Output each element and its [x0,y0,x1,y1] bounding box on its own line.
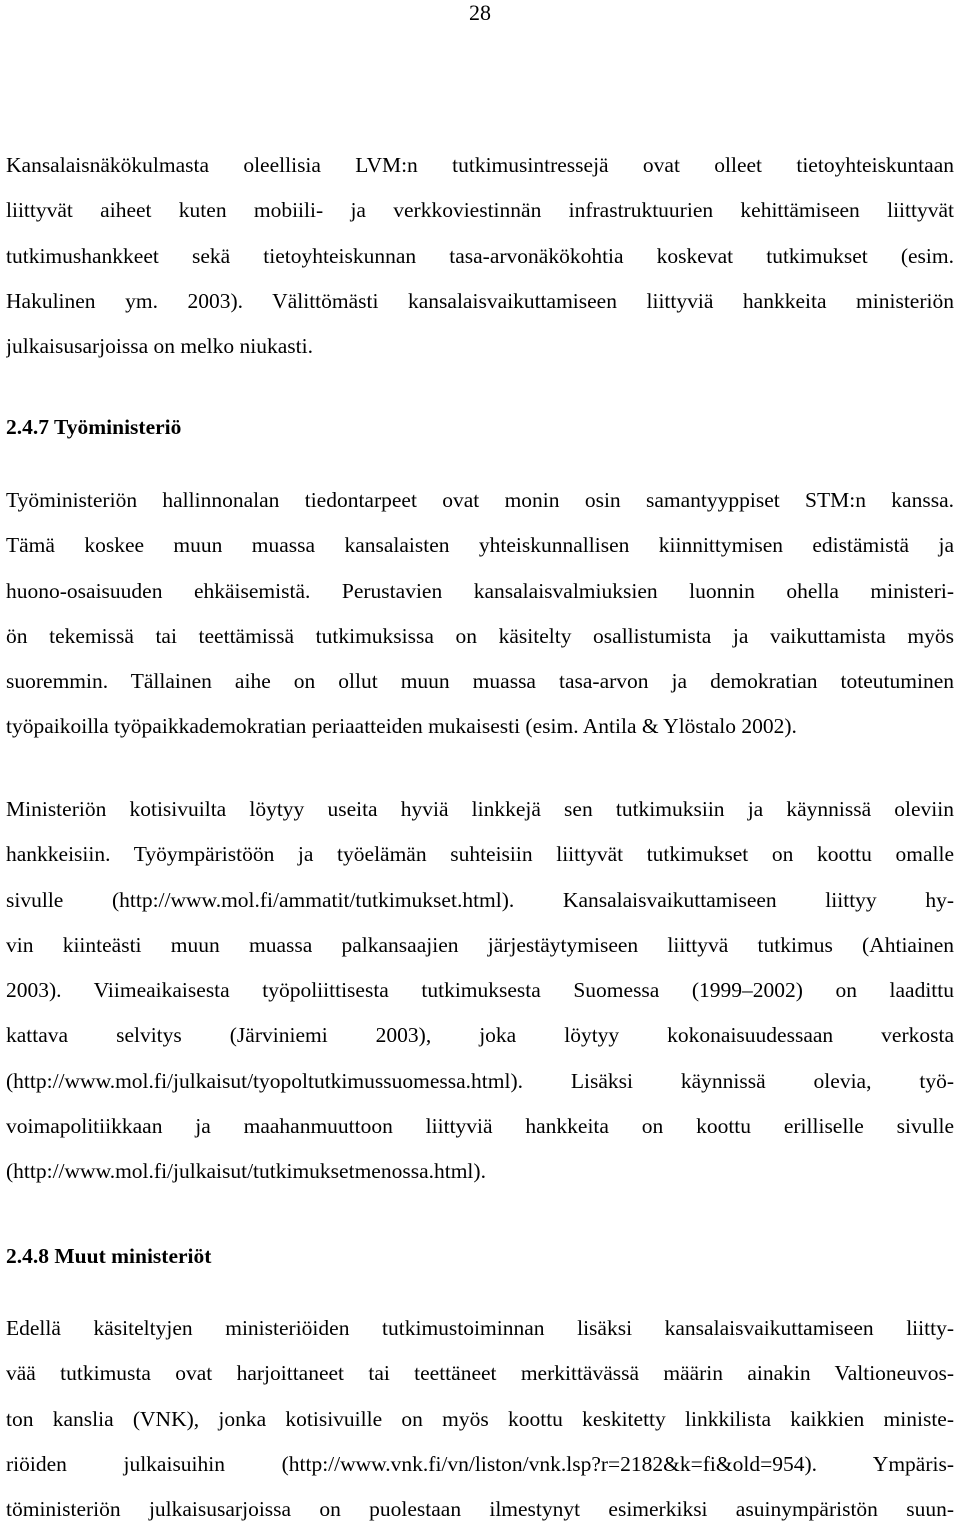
text-line: tutkimushankkeet sekä tietoyhteiskunnan tasa-arvonäkökohtia koskevat tutkimukset (esim. [6,243,954,268]
section-heading-muut-ministeriot: 2.4.8 Muut ministeriöt [6,1244,212,1268]
text-line: työpaikoilla työpaikkademokratian periaatteiden mukaisesti (esim. Antila & Ylöstalo 2002). [6,714,797,739]
page-number: 28 [469,0,491,25]
text-line: Hakulinen ym. 2003). Välittömästi kansalaisvaikuttamiseen liittyviä hankkeita ministeriön [6,288,954,313]
text-line: voimapolitiikkaan ja maahanmuuttoon liittyviä hankkeita on koottu erilliselle sivulle [6,1114,954,1139]
text-line: (http://www.mol.fi/julkaisut/tutkimuksetmenossa.html). [6,1159,486,1184]
text-line: vää tutkimusta ovat harjoittaneet tai teettäneet merkittävässä määrin ainakin Valtioneuvos- [6,1361,954,1386]
text-line: Edellä käsiteltyjen ministeriöiden tutkimustoiminnan lisäksi kansalaisvaikuttamiseen liitty- [6,1316,954,1340]
paragraph-other-ministries [6,1306,954,1532]
text-line: Kansalaisnäkökulmasta oleellisia LVM:n tutkimusintressejä ovat olleet tietoyhteiskuntaan [6,153,954,177]
text-line: (http://www.mol.fi/julkaisut/tyopoltutkimussuomessa.html). Lisäksi käynnissä olevia, työ- [6,1068,954,1093]
text-line: ön tekemissä tai teettämissä tutkimuksissa on käsitelty osallistumista ja vaikuttamista myös [6,623,954,648]
text-line: hankkeisiin. Työympäristöön ja työelämän suhteisiin liittyvät tutkimukset on koottu omalle [6,842,954,867]
text-line: riöiden julkaisuihin (http://www.vnk.fi/vn/liston/vnk.lsp?r=2182&k=fi&old=954). Ympäris- [6,1451,954,1476]
paragraph-tyoministerio-needs [6,478,954,750]
text-line: ton kanslia (VNK), jonka kotisivuille on myös koottu keskitetty linkkilista kaikkien ministe- [6,1406,954,1431]
text-line: 2003). Viimeaikaisesta työpoliittisesta tutkimuksesta Suomessa (1999–2002) on laadittu [6,978,954,1003]
paragraph-ministry-links [6,787,954,1195]
text-line: huono-osaisuuden ehkäisemistä. Perustavien kansalaisvalmiuksien luonnin ohella ministeri- [6,578,954,603]
paragraph-lvm-research [6,143,954,369]
text-line: töministeriön julkaisusarjoissa on puolestaan ilmestynyt esimerkiksi asuinympäristön suun- [6,1497,954,1522]
text-line: Ministeriön kotisivuilta löytyy useita hyviä linkkejä sen tutkimuksiin ja käynnissä oleviin [6,797,954,821]
text-line: kattava selvitys (Järviniemi 2003), joka löytyy kokonaisuudessaan verkosta [6,1023,954,1048]
text-line: julkaisusarjoissa on melko niukasti. [6,334,313,359]
section-heading-tyoministerio: 2.4.7 Työministeriö [6,415,182,439]
text-line: sivulle (http://www.mol.fi/ammatit/tutkimukset.html). Kansalaisvaikuttamiseen liittyy hy- [6,887,954,912]
text-line: suoremmin. Tällainen aihe on ollut muun muassa tasa-arvon ja demokratian toteutuminen [6,669,954,694]
text-line: liittyvät aiheet kuten mobiili- ja verkkoviestinnän infrastruktuurien kehittämiseen liittyvät [6,198,954,223]
text-line: Työministeriön hallinnonalan tiedontarpeet ovat monin osin samantyyppiset STM:n kanssa. [6,488,954,512]
text-line: Tämä koskee muun muassa kansalaisten yhteiskunnallisen kiinnittymisen edistämistä ja [6,533,954,558]
text-line: vin kiinteästi muun muassa palkansaajien järjestäytymiseen liittyvä tutkimus (Ahtiainen [6,932,954,957]
